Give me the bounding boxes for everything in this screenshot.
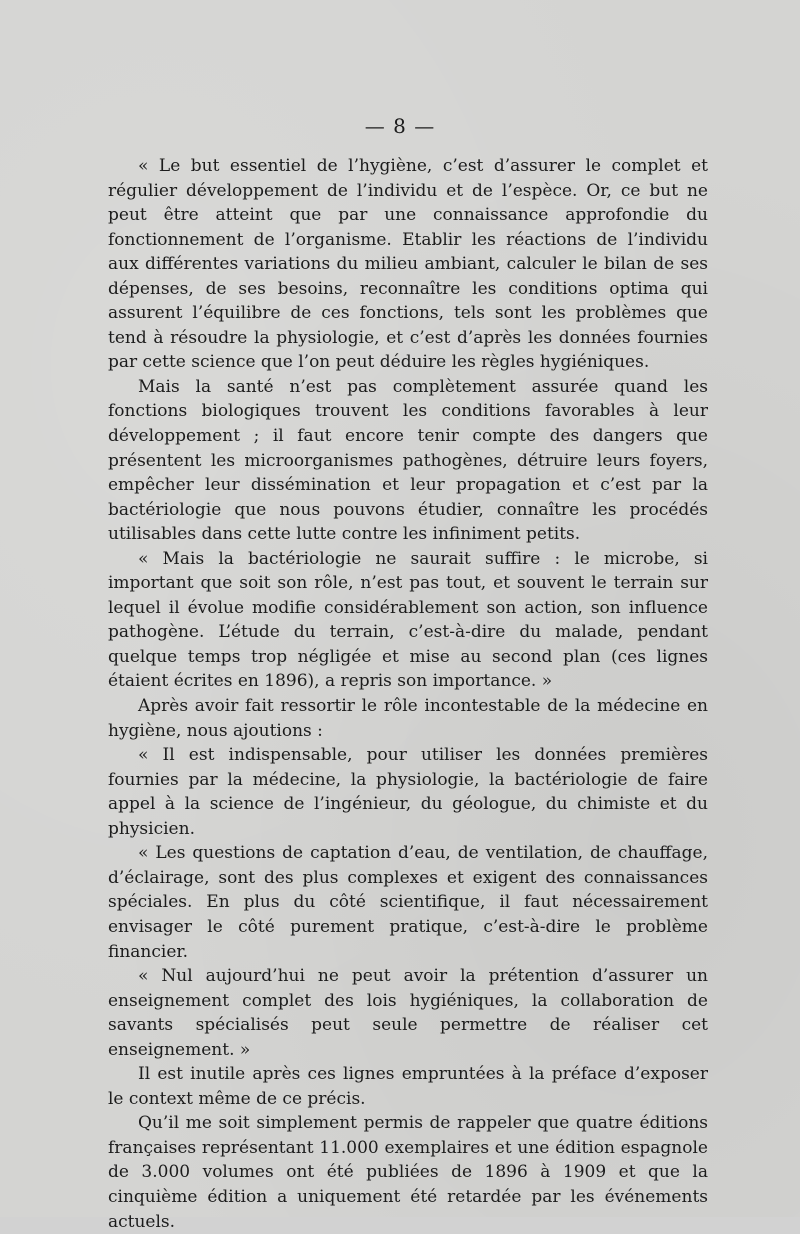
paragraph-collaboration: « Nul aujourd’hui ne peut avoir la prétention d’assurer un enseignement complet des lois hygiéniques, la collaboration de savants spécialisés peut seule permettre de réaliser cet enseignement. » (108, 966, 708, 1060)
body-text (108, 154, 708, 1234)
paragraph-health-bacteriology: Mais la santé n’est pas complètement assurée quand les fonctions biologiques trouvent les conditions favorables à leur développement ; il faut encore tenir compte des dangers que présentent les microorganismes pathogènes, détruire leurs foyers, empêcher leur dissémination et leur propagation et c’est par la bactériologie que nous pouvons étudier, connaître les procédés utilisables dans cette lutte contre les infiniment petits. (108, 376, 708, 545)
paragraph-terrain: « Mais la bactériologie ne saurait suffire : le microbe, si important que soit son rôle, n’est pas tout, et souvent le terrain sur lequel il évolue modifie considérablement son action, son influence pathogène. L’étude du terrain, c’est-à-dire du malade, pendant quelque temps trop négligée et mise au second plan (ces lignes étaient écrites en 1896), a repris son importance. » (108, 548, 708, 692)
paragraph-hygiene-purpose: « Le but essentiel de l’hygiène, c’est d’assurer le complet et régulier développement de l’individu et de l’espèce. Or, ce but ne peut être atteint que par une connaissance approfondie du fonctionnement de l’organisme. Etablir les réactions de l’individu aux différentes variations du milieu ambiant, calculer le bilan de ses dépenses, de ses besoins, reconnaître les conditions optima qui assurent l’équilibre de ces fonctions, tels sont les problèmes que tend à résoudre la physiologie, et c’est d’après les données fournies par cette science que l’on peut déduire les règles hygiéniques. (108, 156, 708, 373)
paragraph-preface: Il est inutile après ces lignes empruntées à la préface d’exposer le context même de ce précis. (108, 1064, 708, 1109)
paragraph-technical-questions: « Les questions de captation d’eau, de ventilation, de chauffage, d’éclairage, sont des plus complexes et exigent des connaissances spéciales. En plus du côté scientifique, il faut nécessairement envisager le côté purement pratique, c’est-à-dire le problème financier. (108, 843, 708, 962)
paragraph-engineering: « Il est indispensable, pour utiliser les données premières fournies par la médecine, la physiologie, la bactériologie de faire appel à la science de l’ingénieur, du géologue, du chimiste et du physicien. (108, 745, 708, 839)
page-number: — 8 — (364, 114, 436, 138)
paragraph-editions: Qu’il me soit simplement permis de rappeler que quatre éditions françaises représentant 11.000 exemplaires et une édition espagnole de 3.000 volumes ont été publiées de 1896 à 1909 et que la cinquième édition a uniquement été retardée par les événements actuels. (108, 1113, 708, 1232)
paragraph-medicine-role: Après avoir fait ressortir le rôle incontestable de la médecine en hygiène, nous ajoutions : (108, 696, 708, 741)
